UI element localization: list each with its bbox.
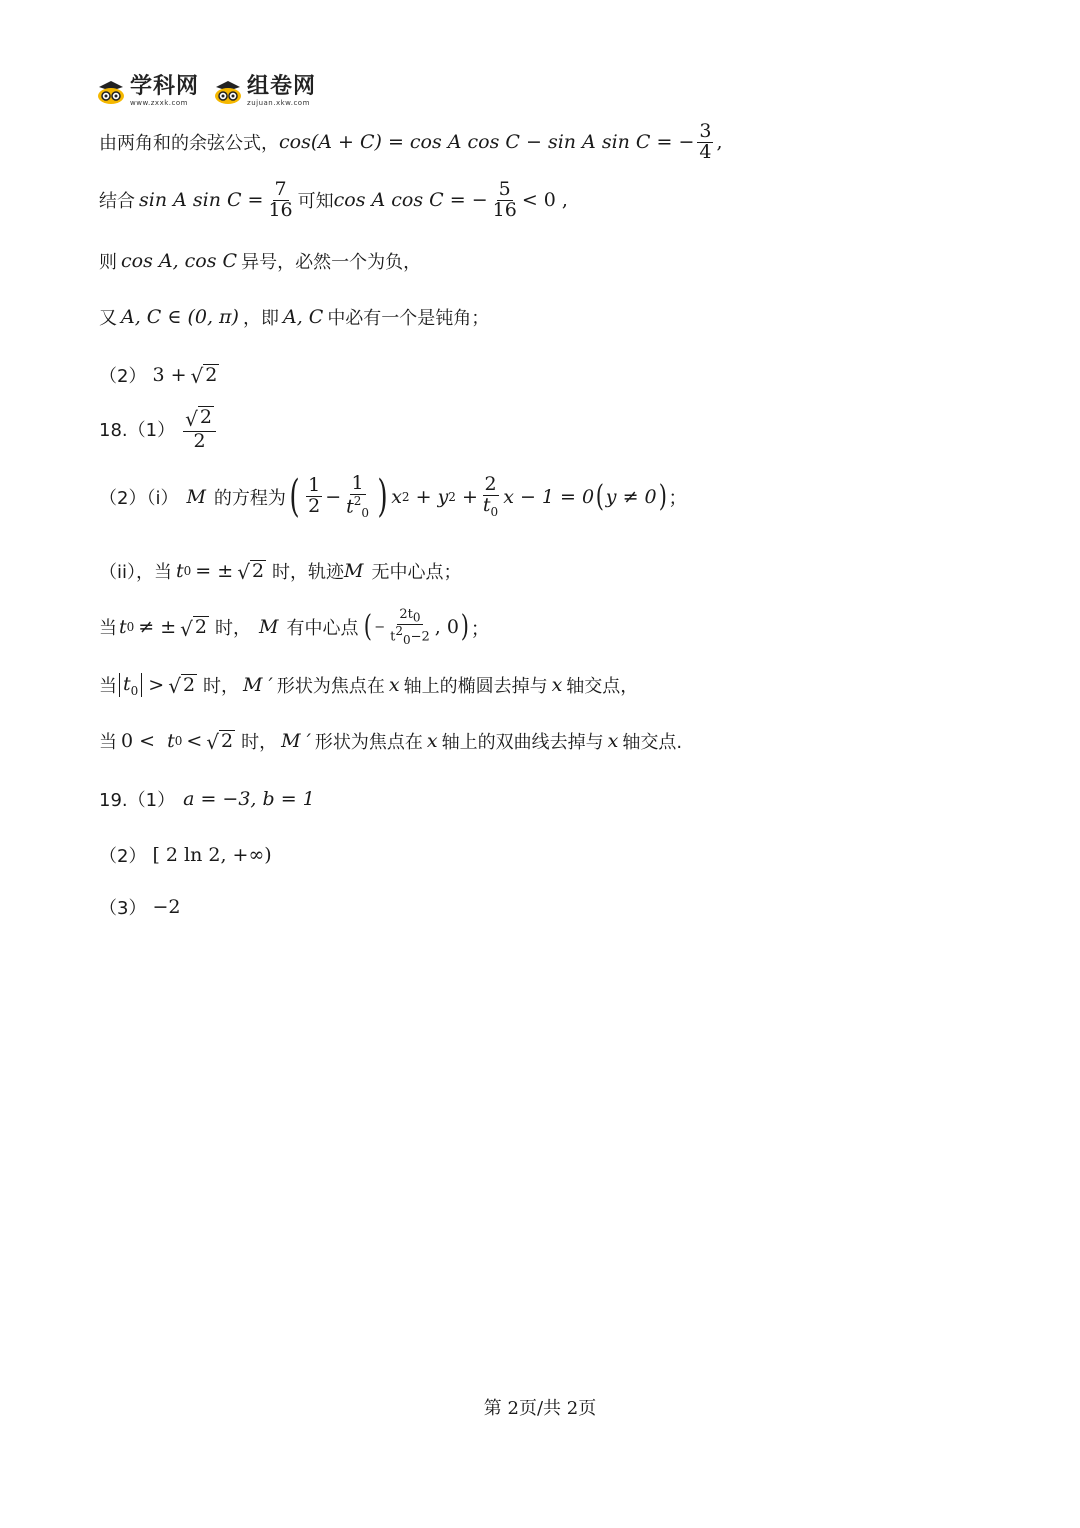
answer-18-center: 当 t 0 ≠ ± √ 2 时， M 有中心点 ( − $\frac{2t_0}{t^2_0-2}$ , 0 ) ； [99, 607, 490, 648]
variable: t [123, 672, 131, 695]
formula: sin A sin C = [139, 189, 264, 212]
variable: M [259, 616, 279, 639]
text: 由两角和的余弦公式， [99, 133, 279, 155]
variable: t [346, 495, 354, 518]
text: 当 [99, 676, 117, 697]
numerator: 2 [484, 473, 497, 496]
sqrt: √ 2 [190, 363, 218, 389]
denominator: $t_0$ [482, 494, 499, 519]
variable: t [390, 629, 396, 645]
variable: M ′ [243, 674, 273, 696]
variable: x [426, 730, 438, 752]
text: 有中心点 [286, 618, 359, 640]
formula: cos A, cos C [121, 250, 238, 272]
formula: 0 [446, 616, 459, 639]
formula: < [186, 730, 203, 752]
formula: cos A cos C = − [333, 189, 488, 212]
answer-19-1 [99, 786, 315, 812]
text: 又 [99, 308, 117, 329]
variable: x [607, 730, 619, 752]
solution-line-obtuse [99, 304, 489, 330]
text: 异号，必然一个为负， [241, 252, 422, 273]
comma: , [716, 131, 723, 154]
text: 结合 [99, 191, 135, 213]
header-logos [96, 76, 316, 107]
owl-mascot-icon [213, 79, 243, 105]
formula: cos(A + C) = cos A cos C − sin A sin C = − [279, 131, 695, 154]
formula: A, C [282, 306, 324, 328]
numerator: 3 [699, 120, 712, 142]
denominator: $t^2_0-2$ [390, 624, 430, 648]
answer-18-2-ii: （ii），当 t 0 = ± √ 2 时，轨迹 M 无中心点； [99, 559, 462, 585]
numerator: 7 [274, 178, 287, 200]
text: 时，轨迹 [272, 562, 345, 583]
fraction [481, 475, 500, 518]
page-footer: 第 2页/共 2页 [483, 1398, 597, 1419]
denominator: 2 [193, 429, 206, 452]
variable: M [344, 560, 364, 582]
logo-url: zujuan.xkw.com [247, 99, 310, 107]
logo-name: 组卷网 [247, 74, 317, 99]
text: 中必有一个是钝角； [327, 308, 490, 329]
formula: = ± [195, 560, 234, 582]
variable: M ′ [281, 730, 311, 752]
label: 19.（1） [99, 790, 176, 811]
text: 时， [215, 618, 252, 640]
logo-name: 学科网 [130, 74, 200, 99]
fraction [388, 608, 432, 647]
sqrt: √ 2 [237, 559, 265, 585]
text: 可知 [297, 191, 334, 213]
answer-19-3 [99, 894, 180, 920]
label: （2） [99, 846, 147, 867]
formula: 0 < [121, 730, 156, 752]
fraction [306, 476, 322, 517]
numerator: 5 [498, 178, 511, 200]
label: （2） [99, 366, 147, 387]
label: （ii），当 [99, 562, 173, 583]
radicand: 2 [182, 673, 196, 696]
fraction [344, 474, 371, 520]
variable: t [176, 560, 184, 582]
owl-mascot-icon [96, 79, 126, 105]
text: 轴上的椭圆去掉与 [403, 676, 548, 697]
text: 当 [99, 732, 117, 753]
punctuation: ； [470, 617, 490, 640]
text: ，即 [242, 308, 279, 329]
text: 形状为焦点在 [314, 732, 423, 753]
fraction [697, 122, 713, 163]
solution-line-cos-sum [99, 122, 723, 163]
answer-18-ellipse: 当 $t_0$ > √ 2 时， M ′ 形状为焦点在 x 轴上的椭圆去掉与 x 轴交点， [99, 672, 639, 699]
denominator: 2 [308, 495, 321, 518]
xuekewang-logo [96, 76, 199, 107]
answer-18-hyperbola: 当 0 < t 0 < √ 2 时， M ′ 形状为焦点在 x 轴上的双曲线去掉与 x 轴交点. [99, 729, 683, 755]
sqrt: √ 2 [168, 673, 196, 699]
numerator: 1 [351, 472, 364, 494]
formula: ≠ ± [138, 616, 177, 639]
fraction [491, 180, 519, 221]
answer-18-1 [99, 406, 219, 452]
answer-19-2 [99, 842, 272, 868]
numerator: 1 [308, 474, 321, 497]
denominator: 16 [492, 198, 517, 221]
denominator: 16 [268, 198, 293, 221]
variable: x [551, 674, 563, 696]
radicand: 2 [221, 729, 234, 752]
numerator: $2t_0$ [399, 607, 421, 625]
radicand: 2 [199, 406, 212, 428]
denominator: 4 [699, 140, 712, 163]
fraction [183, 406, 216, 452]
formula: 3 + [152, 364, 187, 386]
radicand: 2 [205, 363, 218, 386]
formula: 2t [399, 607, 413, 622]
punctuation: ； [668, 487, 688, 510]
text: 形状为焦点在 [276, 676, 385, 697]
label: 18.（1） [99, 419, 176, 441]
formula: x − 1 = 0 [503, 485, 595, 508]
text: 则 [99, 252, 117, 273]
denominator: $t^2_0$ [346, 493, 370, 521]
numerator: √ 2 [183, 406, 216, 432]
answer-17-2 [99, 362, 219, 388]
formula: y ≠ 0 [605, 485, 657, 508]
text: 无中心点； [371, 562, 462, 583]
formula: −2 [152, 896, 181, 918]
formula: A, C ∈ (0, π) [121, 306, 239, 328]
formula: < 0 , [521, 189, 568, 212]
label: （3） [99, 898, 147, 919]
variable: t [119, 616, 127, 639]
text: 时， [241, 732, 278, 753]
text: 时， [203, 676, 240, 697]
text: 轴交点， [566, 676, 639, 697]
variable: x [388, 674, 400, 696]
label: （2）（i） [99, 487, 179, 509]
variable: t [482, 494, 491, 517]
formula: a = −3, b = 1 [183, 788, 315, 810]
solution-line-sign [99, 248, 421, 274]
zujuanwang-logo [213, 76, 316, 107]
sqrt: √ 2 [206, 729, 234, 755]
variable: M [186, 485, 206, 508]
answer-18-2-i: （2）（i） M 的方程为 ( $\frac{1}{2}$ − $\frac{1}{t^2_0}$ ) x 2 + y 2 + $\frac{2}{t_0}$ x − 1 = 0 ( y ≠ 0 ) ； [99, 470, 688, 522]
formula: [ 2 ln 2, +∞) [152, 844, 272, 866]
text: 轴交点. [622, 732, 683, 753]
text: 轴上的双曲线去掉与 [441, 732, 604, 753]
logo-url: www.zxxk.com [130, 99, 188, 107]
variable: t [167, 730, 175, 752]
sqrt: √ 2 [180, 615, 208, 641]
text: 当 [99, 618, 117, 640]
solution-line-sin-product [99, 180, 568, 221]
fraction [266, 180, 294, 221]
radicand: 2 [251, 559, 265, 582]
radicand: 2 [194, 615, 208, 638]
formula: > [148, 674, 165, 696]
text: 的方程为 [213, 487, 286, 509]
